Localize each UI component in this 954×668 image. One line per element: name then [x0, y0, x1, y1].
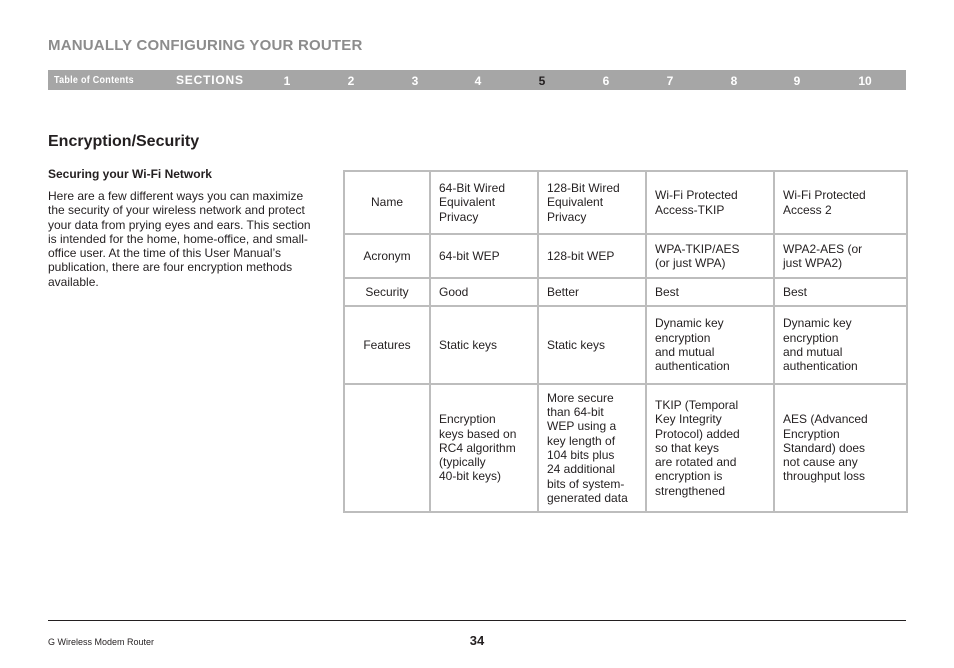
- table-cell: Wi-Fi Protected Access 2: [774, 171, 907, 234]
- table-cell: Best: [646, 278, 774, 306]
- table-of-contents-link[interactable]: Table of Contents: [54, 75, 134, 86]
- row-header-details: [344, 384, 430, 512]
- table-cell: Wi-Fi Protected Access-TKIP: [646, 171, 774, 234]
- section-link-8[interactable]: 8: [730, 74, 738, 88]
- section-link-4[interactable]: 4: [474, 74, 482, 88]
- table-cell: More secure than 64-bit WEP using a key length of 104 bits plus 24 additional bits of system- generated data: [538, 384, 646, 512]
- page-header-title: MANUALLY CONFIGURING YOUR ROUTER: [48, 37, 363, 54]
- section-link-2[interactable]: 2: [347, 74, 355, 88]
- row-header-name: Name: [344, 171, 430, 234]
- table-row-acronym: [344, 234, 907, 278]
- footer-divider: [48, 620, 906, 621]
- table-row-features: [344, 306, 907, 384]
- section-link-6[interactable]: 6: [602, 74, 610, 88]
- sections-label: SECTIONS: [176, 73, 244, 87]
- table-cell: Dynamic key encryption and mutual authentication: [646, 306, 774, 384]
- encryption-comparison-table: [343, 170, 908, 513]
- table-row-name: [344, 171, 907, 234]
- section-link-7[interactable]: 7: [666, 74, 674, 88]
- footer-product-name: G Wireless Modem Router: [48, 637, 155, 647]
- table-cell: 64-bit WEP: [430, 234, 538, 278]
- page-number: 34: [469, 633, 485, 648]
- section-link-9[interactable]: 9: [793, 74, 801, 88]
- table-cell: 128-bit WEP: [538, 234, 646, 278]
- table-cell: 64-Bit Wired Equivalent Privacy: [430, 171, 538, 234]
- table-cell: Best: [774, 278, 907, 306]
- table-cell: TKIP (Temporal Key Integrity Protocol) added so that keys are rotated and encryption is strengthened: [646, 384, 774, 512]
- table-cell: Good: [430, 278, 538, 306]
- section-link-5[interactable]: 5: [538, 74, 546, 88]
- table-cell: Dynamic key encryption and mutual authentication: [774, 306, 907, 384]
- table-cell: AES (Advanced Encryption Standard) does not cause any throughput loss: [774, 384, 907, 512]
- table-cell: 128-Bit Wired Equivalent Privacy: [538, 171, 646, 234]
- table-row-security: [344, 278, 907, 306]
- table-cell: Better: [538, 278, 646, 306]
- section-link-3[interactable]: 3: [411, 74, 419, 88]
- row-header-security: Security: [344, 278, 430, 306]
- section-link-10[interactable]: 10: [858, 74, 872, 88]
- table-cell: Static keys: [430, 306, 538, 384]
- section-nav-bar: [48, 70, 906, 90]
- section-title: Encryption/Security: [48, 133, 200, 150]
- row-header-acronym: Acronym: [344, 234, 430, 278]
- table-row-details: [344, 384, 907, 512]
- table-cell: WPA-TKIP/AES (or just WPA): [646, 234, 774, 278]
- table-cell: Static keys: [538, 306, 646, 384]
- sub-title: Securing your Wi-Fi Network: [48, 167, 212, 181]
- table-cell: WPA2-AES (or just WPA2): [774, 234, 907, 278]
- section-link-1[interactable]: 1: [283, 74, 291, 88]
- table-cell: Encryption keys based on RC4 algorithm (typically 40-bit keys): [430, 384, 538, 512]
- intro-paragraph: Here are a few different ways you can maximize the security of your wireless network and protect your data from prying eyes and ears. This section is intended for the home, home-office, and small-office user. At the time of this User Manual’s publication, there are four encryption methods available.: [48, 189, 311, 289]
- row-header-features: Features: [344, 306, 430, 384]
